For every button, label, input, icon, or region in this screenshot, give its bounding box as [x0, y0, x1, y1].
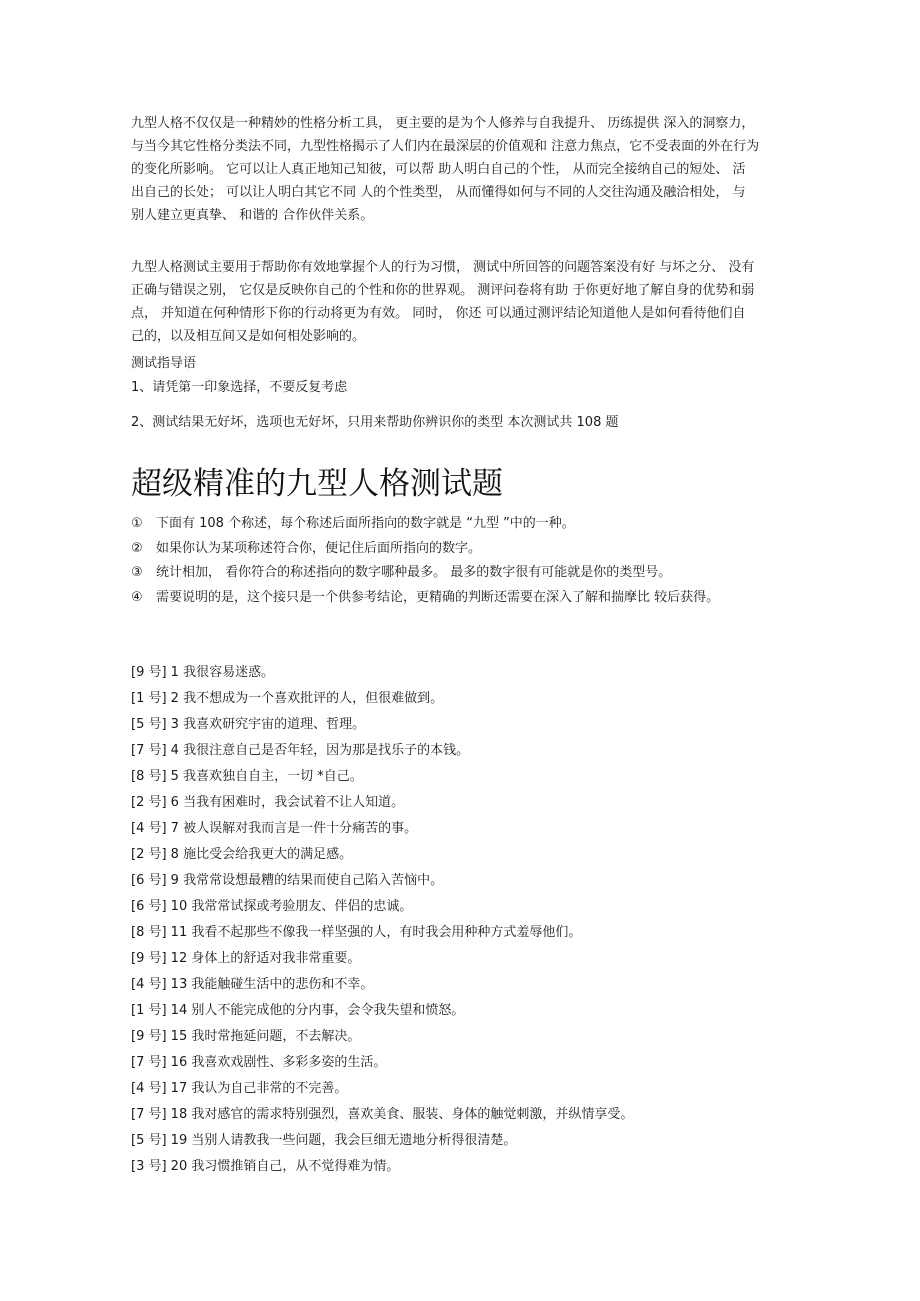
paragraph-line: 己的，以及相互间又是如何相处影响的。 [131, 329, 366, 344]
intro-paragraph-2 [131, 256, 791, 348]
question-item: [1 号] 2 我不想成为一个喜欢批评的人，但很难做到。 [131, 691, 444, 706]
question-item: [7 号] 4 我很注意自己是否年轻，因为那是找乐子的本钱。 [131, 743, 470, 758]
paragraph-line: 九型人格不仅仅是一种精妙的性格分析工具， 更主要的是为个人修养与自我提升、 历练提供 深入的洞察力， [131, 116, 755, 131]
question-item: [2 号] 6 当我有困难时，我会试着不让人知道。 [131, 795, 405, 810]
question-item: [6 号] 9 我常常设想最糟的结果而使自己陷入苦恼中。 [131, 873, 444, 888]
note-item [131, 537, 719, 562]
question-item: [5 号] 19 当别人请教我一些问题，我会巨细无遗地分析得很清楚。 [131, 1133, 517, 1148]
note-item [131, 561, 719, 586]
question-item: [5 号] 3 我喜欢研究宇宙的道理、哲理。 [131, 717, 366, 732]
note-marker: ④ [131, 589, 143, 605]
note-text: 统计相加， 看你符合的称述指向的数字哪种最多。 最多的数字很有可能就是你的类型号。 [156, 565, 672, 580]
note-marker: ② [131, 540, 143, 556]
question-item: [4 号] 17 我认为自己非常的不完善。 [131, 1081, 348, 1096]
paragraph-line: 正确与错误之别， 它仅是反映你自己的个性和你的世界观。 测评问卷将有助 于你更好地了解自身的优势和弱 [131, 283, 755, 298]
question-item: [8 号] 11 我看不起那些不像我一样坚强的人，有时我会用种种方式羞辱他们。 [131, 925, 582, 940]
question-item: [9 号] 15 我时常拖延问题，不去解决。 [131, 1029, 361, 1044]
question-item: [6 号] 10 我常常试探或考验朋友、伴侣的忠诚。 [131, 899, 413, 914]
instruction-notes [131, 512, 719, 610]
question-item: [7 号] 18 我对感官的需求特别强烈，喜欢美食、服装、身体的触觉刺激，并纵情享受。 [131, 1107, 634, 1122]
question-item: [9 号] 1 我很容易迷惑。 [131, 665, 275, 680]
paragraph-line: 别人建立更真挚、 和谐的 合作伙伴关系。 [131, 208, 374, 223]
question-item: [4 号] 13 我能触碰生活中的悲伤和不幸。 [131, 977, 374, 992]
note-marker: ① [131, 516, 143, 531]
guide-item-2: 2、测试结果无好坏，选项也无好坏，只用来帮助你辨识你的类型 本次测试共 108 题 [131, 415, 619, 430]
guide-item-1: 1、请凭第一印象选择，不要反复考虑 [131, 380, 348, 395]
paragraph-line: 与当今其它性格分类法不同，九型性格揭示了人们内在最深层的价值观和 注意力焦点，它不受表面的外在行为 [131, 139, 760, 154]
question-item: [1 号] 14 别人不能完成他的分内事，会令我失望和愤怒。 [131, 1003, 465, 1018]
paragraph-line: 出自己的长处； 可以让人明白其它不同 人的个性类型， 从而懂得如何与不同的人交往沟通及融洽相处， 与 [131, 185, 746, 200]
page-title: 超级精准的九型人格测试题 [131, 466, 503, 502]
question-item: [2 号] 8 施比受会给我更大的满足感。 [131, 847, 353, 862]
guide-heading: 测试指导语 [131, 356, 197, 371]
intro-paragraph-1 [131, 112, 791, 227]
note-text: 下面有 108 个称述，每个称述后面所指向的数字就是 “九型 ”中的一种。 [156, 516, 575, 531]
note-text: 如果你认为某项称述符合你，便记住后面所指向的数字。 [156, 540, 482, 556]
note-marker: ③ [131, 565, 143, 580]
question-item: [9 号] 12 身体上的舒适对我非常重要。 [131, 951, 361, 966]
question-item: [4 号] 7 被人误解对我而言是一件十分痛苦的事。 [131, 821, 418, 836]
paragraph-line: 的变化所影响。 它可以让人真正地知己知彼，可以帮 助人明白自己的个性， 从而完全接纳自己的短处、 活 [131, 162, 746, 177]
note-item [131, 586, 719, 611]
note-text: 需要说明的是，这个接只是一个供参考结论，更精确的判断还需要在深入了解和揣摩比 较后获得。 [156, 589, 720, 605]
paragraph-line: 点， 并知道在何种情形下你的行动将更为有效。 同时， 你还 可以通过测评结论知道他人是如何看待他们自 [131, 306, 746, 321]
question-item: [7 号] 16 我喜欢戏剧性、多彩多姿的生活。 [131, 1055, 387, 1070]
question-item: [3 号] 20 我习惯推销自己，从不觉得难为情。 [131, 1159, 400, 1174]
note-item [131, 512, 719, 537]
paragraph-line: 九型人格测试主要用于帮助你有效地掌握个人的行为习惯， 测试中所回答的问题答案没有好 与坏之分、 没有 [131, 260, 755, 275]
question-item: [8 号] 5 我喜欢独自自主，一切 *自己。 [131, 769, 363, 784]
question-list [131, 660, 633, 1180]
